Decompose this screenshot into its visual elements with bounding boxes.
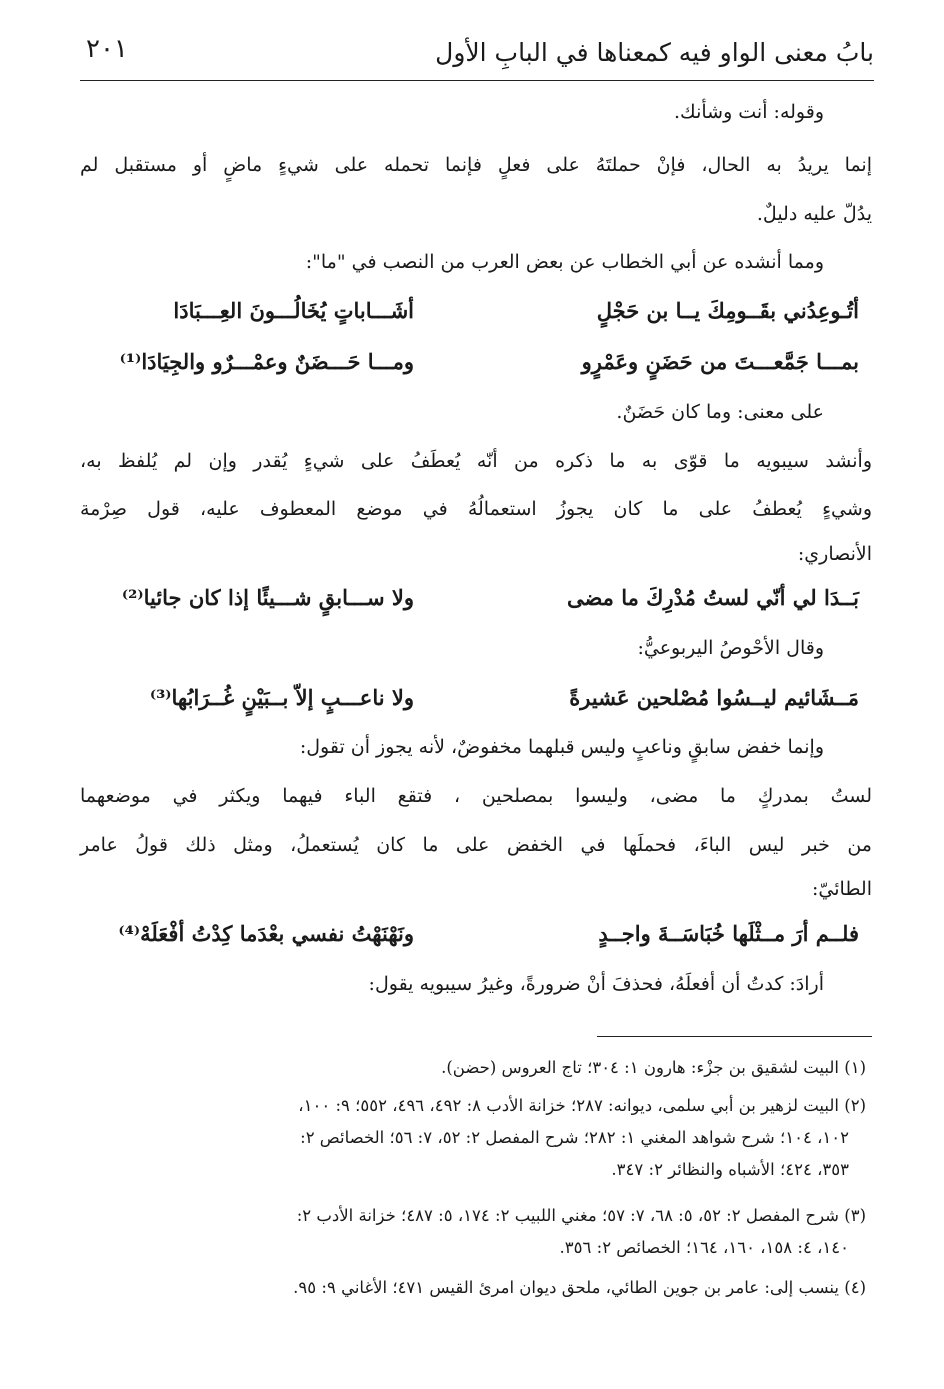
text-line: وقوله: أنت وشأنك. — [674, 101, 824, 123]
text-line: الأنصاري: — [797, 543, 872, 565]
footnote: (١) البيت لشقيق بن جزْء: هارون ١: ٣٠٤؛ تاج العروس (حضن). — [441, 1058, 866, 1077]
text-line: إنما يريدُ به الحال، فإنْ حملتَهُ على فعلٍ فإنما تحمله على شيءٍ ماضٍ أو مستقبل لم — [80, 154, 872, 176]
footnote: ١٤٠، ٤: ١٥٨، ١٦٠، ١٦٤؛ الخصائص ٢: ٣٥٦. — [559, 1238, 849, 1257]
text-line: وقال الأحْوصُ اليربوعيُّ: — [637, 637, 824, 659]
text-line: على معنى: وما كان حَضَنٌ. — [616, 401, 824, 423]
text-line: وأنشد سيبويه ما قوّى به ما ذكره من أنّه يُعطَفُ على شيءٍ يُقدر وإن لم يُلفظ به، — [80, 450, 872, 472]
footnote: (٤) ينسب إلى: عامر بن جوين الطائي، ملحق ديوان امرئ القيس ٤٧١؛ الأغاني ٩: ٩٥. — [293, 1278, 866, 1297]
text-line: أرادَ: كدتُ أن أفعلَهُ، فحذفَ أنْ ضرورةً، وغيرُ سيبويه يقول: — [368, 973, 824, 995]
chapter-title: بابُ معنى الواو فيه كمعناها في البابِ الأول — [435, 38, 874, 67]
footnote: (٢) البيت لزهير بن أبي سلمى، ديوانه: ٢٨٧؛ خزانة الأدب ٨: ٤٩٢، ٤٩٦، ٥٥٢؛ ٩: ١٠٠، — [298, 1096, 866, 1115]
verse-hemistich: بمـــا جَمَّعـــتَ من حَضَنٍ وعَمْرٍو — [581, 349, 859, 374]
running-header — [80, 28, 874, 81]
verse-hemistich: ولا ناعـــبٍ إلاّ بــبَيْنٍ غُــرَابُها⁽³⁾ — [149, 685, 414, 710]
verse-hemistich: مَــشَائيم ليــسُوا مُصْلحين عَشيرةً — [569, 685, 859, 710]
verse-hemistich: أشَـــاباتٍ يُخَالُـــونَ العِـــبَادَا — [173, 298, 414, 323]
footnote: (٣) شرح المفصل ٢: ٥٢، ٥: ٦٨، ٧: ٥٧؛ مغني اللبيب ٢: ١٧٤، ٥: ٤٨٧؛ خزانة الأدب ٢: — [296, 1206, 866, 1225]
verse-hemistich: أتُـوعِدُني بقَــومِكَ يــا بن حَجْلٍ — [596, 298, 859, 323]
text-line: يدُلّ عليه دليلٌ. — [756, 203, 872, 225]
verse-hemistich: فلــم أرَ مــثْلَها خُبَاسَــةَ واجــدٍ — [598, 921, 859, 946]
verse-hemistich: ومـــا حَـــضَنٌ وعمْـــرٌو والجِيَادَا⁽¹⁾ — [119, 349, 414, 374]
text-line: من خبر ليس الباءَ، فحملَها في الخفض على ما كان يُستعملُ، ومثل ذلك قولُ عامر — [80, 834, 872, 856]
footnote-divider — [597, 1036, 872, 1037]
verse-hemistich: ولا ســـابقٍ شـــيئًا إذا كان جائيا⁽²⁾ — [121, 585, 414, 610]
footnote: ٣٥٣، ٤٢٤؛ الأشباه والنظائر ٢: ٣٤٧. — [611, 1160, 849, 1179]
page-number: ٢٠١ — [86, 34, 128, 64]
text-line: وشيءٍ يُعطفُ على ما كان يجوزُ استعمالُهُ في موضع المعطوف عليه، قول صِرْمة — [80, 498, 872, 520]
verse-hemistich: بَــدَا لي أنّي لستُ مُدْرِكَ ما مضى — [566, 585, 859, 610]
verse-hemistich: ونَهْنَهْتُ نفسي بعْدَما كِدْتُ أفْعَلَهْ⁽⁴⁾ — [118, 921, 414, 946]
footnote: ١٠٢، ١٠٤؛ شرح شواهد المغني ١: ٢٨٢؛ شرح المفصل ٢: ٥٢، ٧: ٥٦؛ الخصائص ٢: — [300, 1128, 849, 1147]
text-line: الطائيّ: — [812, 878, 872, 900]
text-line: لستُ بمدركٍ ما مضى، وليسوا بمصلحين ، فتقع الباء فيهما ويكثر في موضعهما — [80, 785, 872, 807]
text-line: وإنما خفض سابقٍ وناعبٍ وليس قبلهما مخفوضٌ، لأنه يجوز أن تقول: — [299, 736, 824, 758]
text-line: ومما أنشده عن أبي الخطاب عن بعض العرب من النصب في "ما": — [305, 251, 824, 273]
